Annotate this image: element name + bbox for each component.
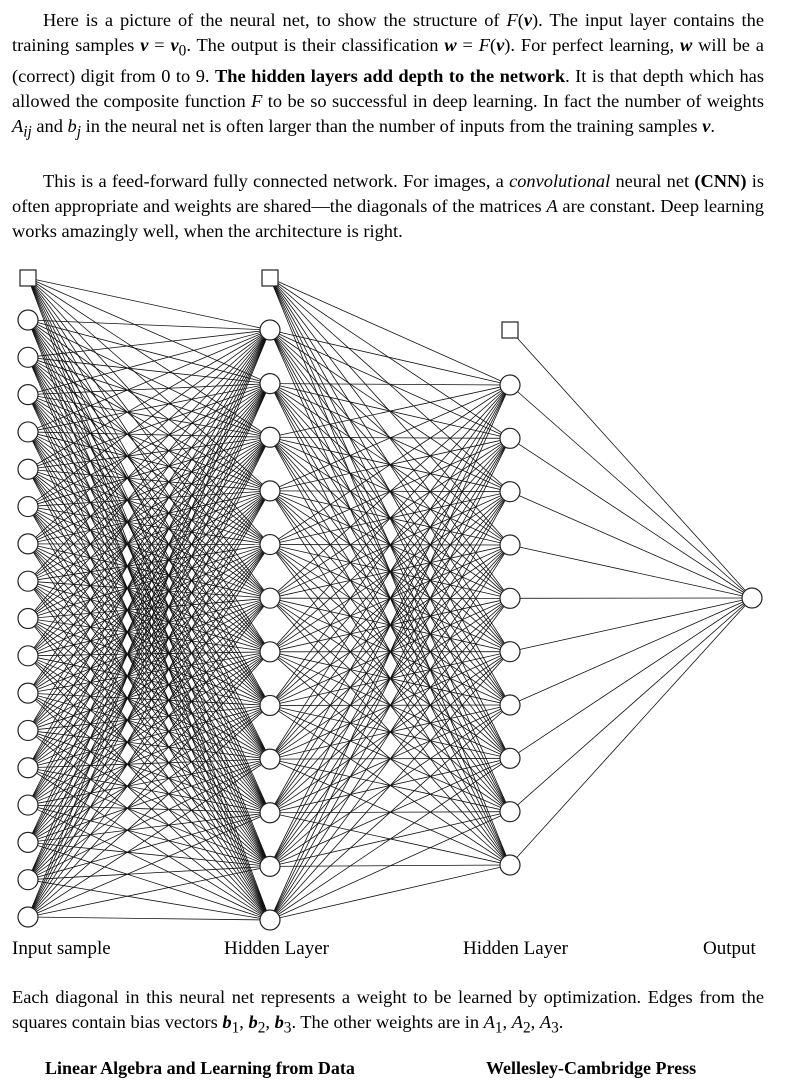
footer-publisher: Wellesley-Cambridge Press [486,1058,697,1078]
weight-edge [270,385,510,813]
input-neuron [18,646,38,666]
hidden-neuron [500,695,520,715]
bias-square-layer-1 [20,270,36,286]
input-neuron [18,422,38,442]
hidden-neuron [260,910,280,930]
input-neuron [18,907,38,927]
weight-edge [28,693,270,813]
weight-edge [510,598,752,652]
input-neuron [18,758,38,778]
label-input-sample: Input sample [12,938,111,959]
hidden-neuron [500,802,520,822]
hidden-neuron [260,427,280,447]
weight-edge [270,438,510,920]
hidden-neuron [260,856,280,876]
footer-book-title: Linear Algebra and Learning from Data [45,1058,355,1078]
weight-edge [28,395,270,491]
weight-edge [510,598,752,705]
input-neuron [18,534,38,554]
neural-network-diagram [0,262,811,934]
paragraph-feed-forward: This is a feed-forward fully connected network. For images, a convolutional neural net (CNN) is often appropriate and weights are shared—the diagonals of the matrices A are constant. Deep learning works amazingly well, when the architecture is right. [12,171,764,241]
weight-edge [510,598,752,865]
input-neuron [18,720,38,740]
hidden-neuron [260,535,280,555]
weight-edge [28,357,270,705]
weight-edge [510,330,752,598]
weight-edge [510,438,752,598]
hidden-neuron [260,320,280,340]
input-neuron [18,609,38,629]
weight-edge [510,385,752,598]
weight-edge [510,598,752,758]
weight-edge [270,492,510,920]
weight-edge [28,917,270,920]
weight-edge [28,693,270,866]
hidden-neuron [500,748,520,768]
bias-square-layer-2 [262,270,278,286]
hidden-neuron [500,482,520,502]
hidden-neuron [260,374,280,394]
paragraph-network-structure: Here is a picture of the neural net, to show the structure of F(v). The input layer contains the training samples $v = v_0$. The output is their classification w = F(v). For perfect learning, w will be a (correct) digit from 0 to 9. The hidden layers add depth to the network. It is that depth which has allowed the composite function F to be so successful in deep learning. In fact the number of weights $A_{ij}$ and $b_j$ in the neural net is often larger than the number of inputs from the training samples v. [12,10,764,141]
input-neuron [18,385,38,405]
input-neuron [18,497,38,517]
hidden-neuron [260,749,280,769]
weight-edge [28,330,270,880]
hidden-neuron [500,535,520,555]
input-neuron [18,347,38,367]
hidden-neuron [260,695,280,715]
weight-edge [28,357,270,383]
hidden-neuron [500,855,520,875]
label-output: Output [703,938,756,959]
weight-edge [28,320,270,330]
input-neuron [18,459,38,479]
hidden-neuron [500,588,520,608]
weight-edge [28,278,270,330]
output-neuron [742,588,762,608]
weight-edge [28,437,270,693]
hidden-neuron [260,803,280,823]
bias-square-layer-3 [502,322,518,338]
weight-edge [270,278,510,385]
weight-edge [510,545,752,598]
weight-edge [28,357,270,598]
input-neuron [18,571,38,591]
label-hidden-layer-2: Hidden Layer [463,938,568,959]
hidden-neuron [500,428,520,448]
network-edges [28,278,752,920]
input-neuron [18,870,38,890]
input-neuron [18,832,38,852]
input-neuron [18,683,38,703]
weight-edge [270,385,510,759]
weight-edge [28,581,270,813]
weight-edge [270,865,510,920]
figure-caption: Each diagonal in this neural net represents a weight to be learned by optimization. Edges from the squares contain bias vectors $b_1$, $b_2$, $b_3$. The other weights are in $A_1$, $A_2$, $A_3$. [12,987,764,1037]
weight-edge [510,598,752,812]
label-hidden-layer-1: Hidden Layer [224,938,329,959]
hidden-neuron [500,375,520,395]
hidden-neuron [260,481,280,501]
hidden-neuron [260,588,280,608]
weight-edge [510,492,752,598]
hidden-neuron [500,642,520,662]
input-neuron [18,310,38,330]
weight-edge [270,652,510,920]
input-neuron [18,795,38,815]
weight-edge [270,385,510,866]
hidden-neuron [260,642,280,662]
